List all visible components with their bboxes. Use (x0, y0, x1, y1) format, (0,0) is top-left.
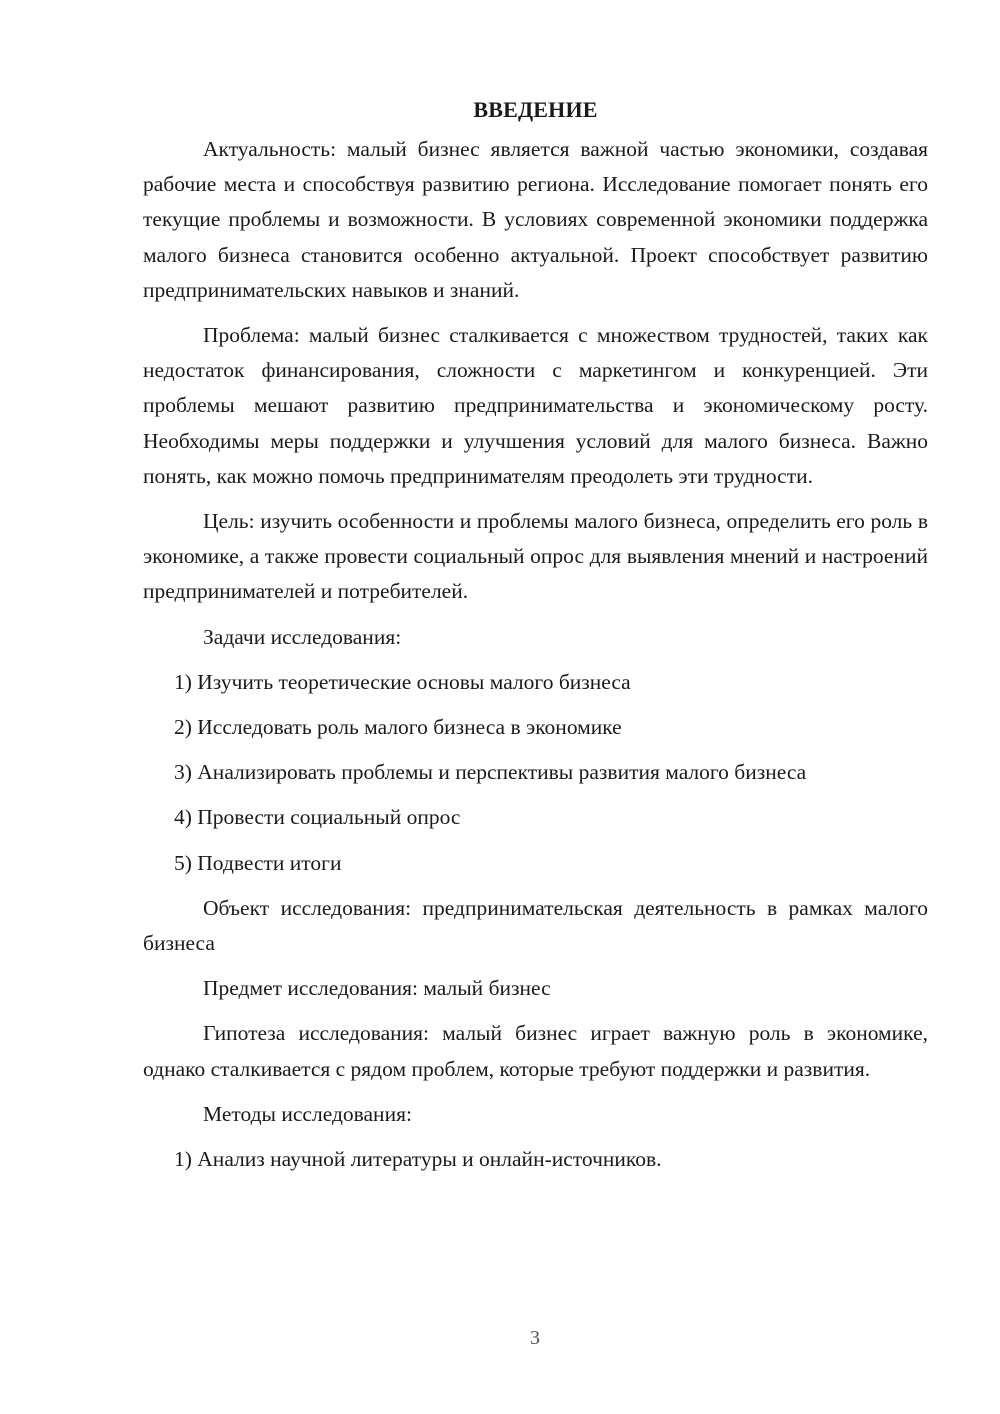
paragraph-relevance: Актуальность: малый бизнес является важной частью экономики, создавая рабочие места и способствуя развитию региона. Исследование помогает понять его текущие проблемы и возможности. В условиях современной экономики поддержка малого бизнеса становится особенно актуальной. Проект способствует развитию предпринимательских навыков и знаний. (143, 137, 928, 302)
paragraph-goal: Цель: изучить особенности и проблемы малого бизнеса, определить его роль в экономике, а также провести социальный опрос для выявления мнений и настроений предпринимателей и потребителей. (143, 509, 928, 604)
document-page (143, 92, 928, 1187)
paragraph-hypothesis: Гипотеза исследования: малый бизнес играет важную роль в экономике, однако сталкивается с рядом проблем, которые требуют поддержки и развития. (143, 1021, 928, 1081)
tasks-list (143, 665, 928, 881)
methods-list (143, 1142, 928, 1177)
tasks-heading: Задачи исследования: (203, 624, 402, 649)
paragraph-subject: Предмет исследования: малый бизнес (203, 976, 551, 1001)
list-item: 1) Анализ научной литературы и онлайн-источников. (174, 1147, 662, 1172)
paragraph-problem: Проблема: малый бизнес сталкивается с множеством трудностей, таких как недостаток финансирования, сложности с маркетингом и конкуренцией. Эти проблемы мешают развитию предпринимательства и экономическому росту. Необходимы меры поддержки и улучшения условий для малого бизнеса. Важно понять, как можно помочь предпринимателям преодолеть эти трудности. (143, 323, 928, 488)
list-item: 2) Исследовать роль малого бизнеса в экономике (174, 715, 622, 740)
section-title: ВВЕДЕНИЕ (473, 97, 598, 122)
list-item: 4) Провести социальный опрос (174, 805, 461, 830)
methods-heading: Методы исследования: (203, 1101, 412, 1126)
paragraph-object: Объект исследования: предпринимательская деятельность в рамках малого бизнеса (143, 895, 928, 956)
list-item: 5) Подвести итоги (174, 850, 342, 875)
page-number: 3 (530, 1327, 540, 1349)
list-item: 3) Анализировать проблемы и перспективы развития малого бизнеса (174, 760, 807, 785)
list-item: 1) Изучить теоретические основы малого бизнеса (174, 669, 631, 694)
